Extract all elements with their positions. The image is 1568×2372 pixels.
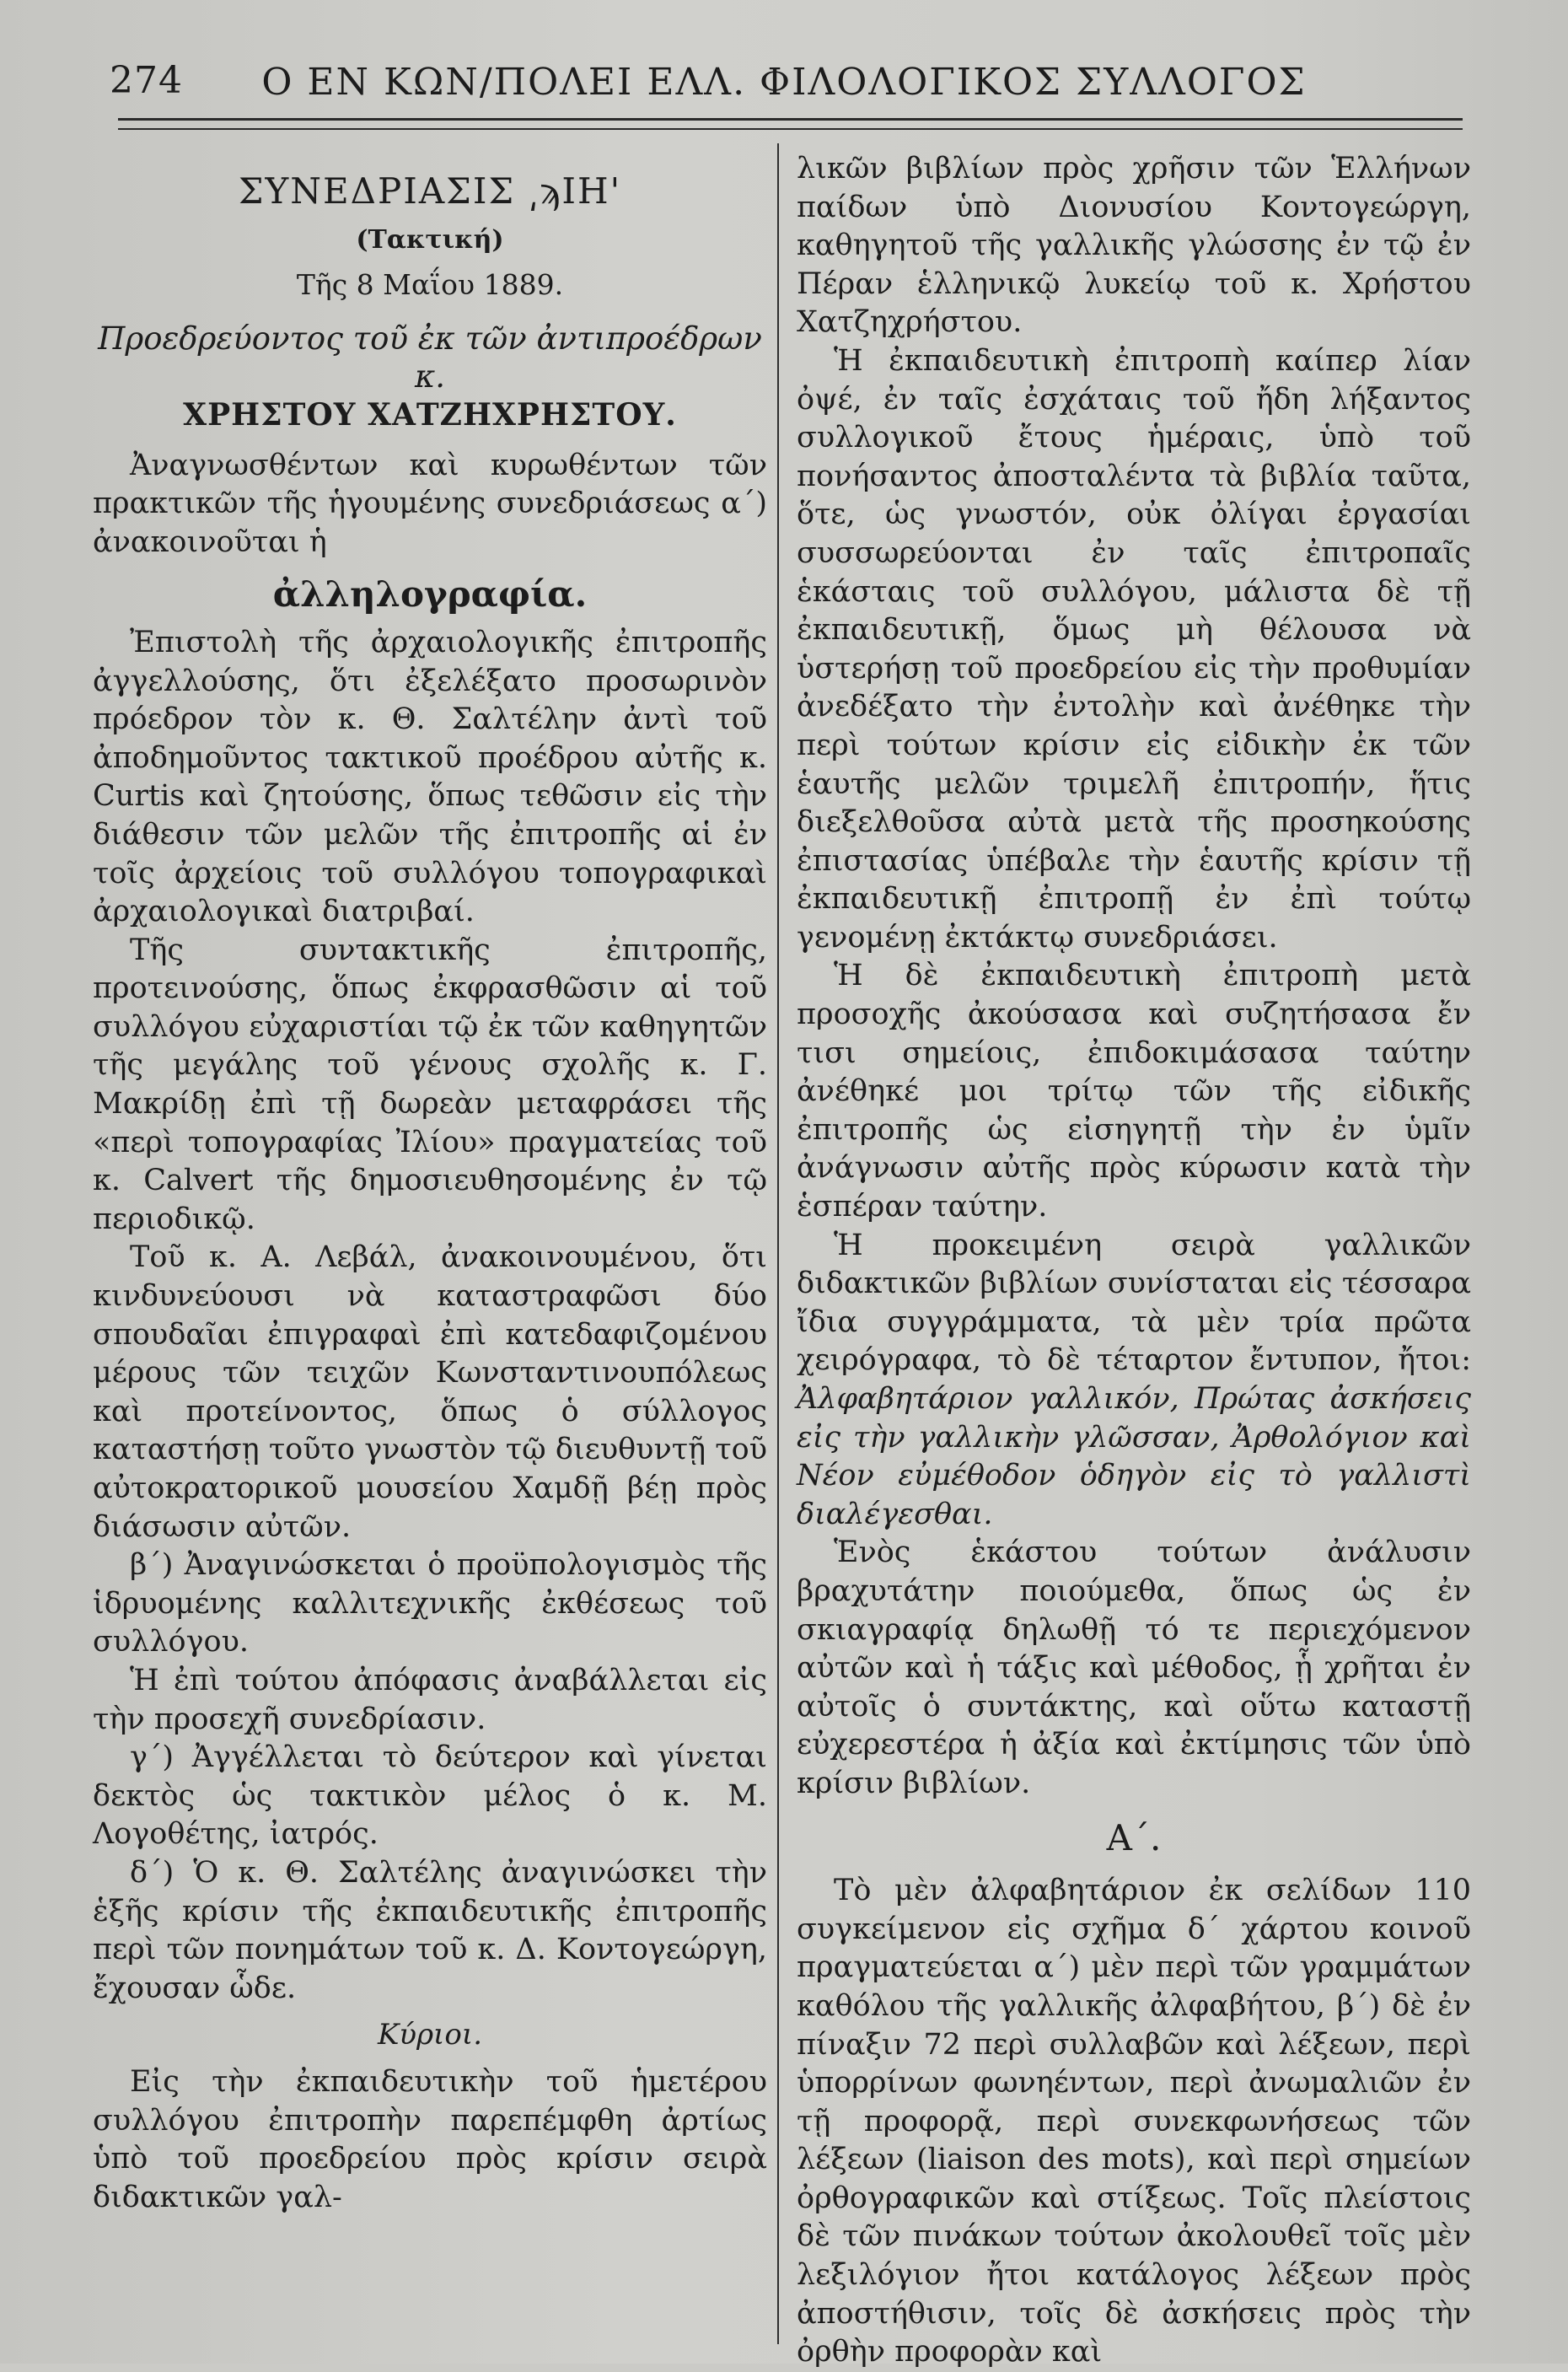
- president-name: ΧΡΗΣΤΟΥ ΧΑΤΖΗΧΡΗΣΤΟΥ.: [183, 396, 677, 433]
- column-divider: [777, 143, 779, 2344]
- section-heading-a: Α΄.: [1106, 1816, 1162, 1858]
- session-date: Τῆς 8 Μαΐου 1889.: [296, 268, 564, 302]
- paragraph: Ἀναγνωσθέντων καὶ κυρωθέντων τῶν πρακτικῶν τῆς ἡγουμένης συνεδριάσεως α΄) ἀνακοινοῦται ἡ: [93, 448, 767, 559]
- paragraph: λικῶν βιβλίων πρὸς χρῆσιν τῶν Ἑλλήνων παίδων ὑπὸ Διονυσίου Κοντογεώργη, καθηγητοῦ τῆς γαλλικῆς γλώσσης ἐν τῷ ἐν Πέραν ἑλληνικῷ λυκείῳ τοῦ κ. Χρήστου Χατζηχρήστου.: [797, 152, 1471, 340]
- paragraph: Ἡ ἐκπαιδευτικὴ ἐπιτροπὴ καίπερ λίαν ὀψέ, ἐν ταῖς ἐσχάταις τοῦ ἤδη λήξαντος συλλογικοῦ ἔτους ἡμέραις, ὑπὸ τοῦ πονήσαντος ἀποσταλέντα τὰ βιβλία ταῦτα, ὅτε, ὡς γνωστόν, οὐκ ὀλίγαι ἐργασίαι συσσωρεύονται ἐν ταῖς ἐπιτροπαῖς ἑκάσταις τοῦ συλλόγου, μάλιστα δὲ τῇ ἐκπαιδευτικῇ, ὅμως μὴ θέλουσα νὰ ὑστερήσῃ τοῦ προεδρείου εἰς τὴν προθυμίαν ἀνεδέξατο τὴν ἐντολὴν καὶ ἀνέθηκε τὴν περὶ τούτων κρίσιν εἰς εἰδικὴν ἐκ τῶν ἑαυτῆς μελῶν τριμελῆ ἐπιτροπήν, ἥτις διεξελθοῦσα αὐτὰ μετὰ τῆς προσηκούσης ἐπιστασίας ὑπέβαλε τὴν ἑαυτῆς κρίσιν τῇ ἐκπαιδευτικῇ ἐπιτροπῇ ἐν ἐπὶ τούτῳ γενομένῃ ἐκτάκτῳ συνεδριάσει.: [797, 343, 1471, 955]
- paragraph: δ΄) Ὁ κ. Θ. Σαλτέλης ἀναγινώσκει τὴν ἑξῆς κρίσιν τῆς ἐκπαιδευτικῆς ἐπιτροπῆς περὶ τῶν πονημάτων τοῦ κ. Δ. Κοντογεώργη, ἔχουσαν ὧδε.: [93, 1855, 767, 2005]
- running-title: Ο ΕΝ ΚΩΝ/ΠΟΛΕΙ ΕΛΛ. ΦΙΛΟΛΟΓΙΚΟΣ ΣΥΛΛΟΓΟΣ: [261, 61, 1307, 104]
- paragraph: Ἡ ἐπὶ τούτου ἀπόφασις ἀναβάλλεται εἰς τὴν προσεχῆ συνεδρίασιν.: [93, 1663, 767, 1736]
- paragraph: [797, 1227, 1471, 1535]
- paragraph: Τοῦ κ. Α. Λεβάλ, ἀνακοινουμένου, ὅτι κινδυνεύουσι νὰ καταστραφῶσι δύο σπουδαῖαι ἐπιγραφαὶ ἐπὶ κατεδαφιζομένου μέρους τῶν τειχῶν Κωνσταντινουπόλεως καὶ προτείνοντος, ὅπως ὁ σύλλογος καταστήσῃ τοῦτο γνωστὸν τῷ διευθυντῇ τοῦ αὐτοκρατορικοῦ μουσείου Χαμδῇ βέῃ πρὸς διάσωσιν αὐτῶν.: [93, 1240, 767, 1544]
- header-rule-thick: [118, 118, 1463, 121]
- paragraph: Εἰς τὴν ἐκπαιδευτικὴν τοῦ ἡμετέρου συλλόγου ἐπιτροπὴν παρεπέμφθη ἀρτίως ὑπὸ τοῦ προεδρείου πρὸς κρίσιν σειρὰ διδακτικῶν γαλ-: [93, 2064, 767, 2214]
- book-titles: Ἀλφαβητάριον γαλλικόν, Πρώτας ἀσκήσεις εἰς τὴν γαλλικὴν γλῶσσαν, Ἀρθολόγιον καὶ Νέον εὐμέθοδον ὁδηγὸν εἰς τὸ γαλλιστὶ διαλέγεσθαι.: [797, 1382, 1471, 1531]
- paragraph: Τὸ μὲν ἀλφαβητάριον ἐκ σελίδων 110 συγκείμενον εἰς σχῆμα δ΄ χάρτου κοινοῦ πραγματεύεται α΄) μὲν περὶ τῶν γραμμάτων καθόλου τῆς γαλλικῆς ἀλφαβήτου, β΄) δὲ ἐν πίναξιν 72 περὶ συλλαβῶν καὶ λέξεων, περὶ ὑπορρίνων φωνηέντων, περὶ ἀνωμαλιῶν ἐν τῇ προφορᾷ, περὶ συνεκφωνήσεως τῶν λέξεων (liaison des mots), καὶ περὶ σημείων ὀρθογραφικῶν καὶ στίξεως. Τοῖς πλείστοις δὲ τῶν πινάκων τούτων ἀκολουθεῖ τοῖς μὲν λεξιλόγιον ἤτοι κατάλογος λέξεων πρὸς ἀποστήθισιν, τοῖς δὲ ἀσκήσεις πρὸς τὴν ὀρθὴν προφορὰν καὶ: [797, 1874, 1471, 2369]
- page-header: [110, 59, 1458, 118]
- left-column: [93, 150, 767, 2217]
- paragraph: Τῆς συντακτικῆς ἐπιτροπῆς, προτεινούσης, ὅπως ἐκφρασθῶσιν αἱ τοῦ συλλόγου εὐχαριστίαι τῷ ἐκ τῶν καθηγητῶν τῆς μεγάλης τοῦ γένους σχολῆς κ. Γ. Μακρίδῃ ἐπὶ τῇ δωρεὰν μεταφράσει τῆς «περὶ τοπογραφίας Ἰλίου» πραγματείας τοῦ κ. Calvert τῆς δημοσιευθησομένης ἐν τῷ περιοδικῷ.: [93, 933, 767, 1236]
- paragraph-text: Ἡ προκειμένη σειρὰ γαλλικῶν διδακτικῶν βιβλίων συνίσταται εἰς τέσσαρα ἴδια συγγράμματα, τὰ μὲν τρία πρῶτα χειρόγραφα, τὸ δὲ τέταρτον ἔντυπον, ἤτοι:: [797, 1228, 1471, 1378]
- paragraph: Ἐπιστολὴ τῆς ἀρχαιολογικῆς ἐπιτροπῆς ἀγγελλούσης, ὅτι ἐξελέξατο προσωρινὸν πρόεδρον τὸν κ. Θ. Σαλτέλην ἀντὶ τοῦ ἀποδημοῦντος τακτικοῦ προέδρου αὐτῆς κ. Curtis καὶ ζητούσης, ὅπως τεθῶσιν εἰς τὴν διάθεσιν τῶν μελῶν τῆς ἐπιτροπῆς αἱ ἐν τοῖς ἀρχείοις τοῦ συλλόγου τοπογραφικαὶ ἀρχαιολογικαὶ διατριβαί.: [93, 625, 767, 929]
- salutation: Κύριοι.: [378, 2018, 482, 2052]
- section-heading-correspondence: ἀλληλογραφία.: [272, 573, 588, 616]
- paragraph: Ἑνὸς ἑκάστου τούτων ἀνάλυσιν βραχυτάτην ποιούμεθα, ὅπως ὡς ἐν σκιαγραφίᾳ δηλωθῇ τό τε περιεχόμενον αὐτῶν καὶ ἡ τάξις καὶ μέθοδος, ᾗ χρῆται ἐν αὐτοῖς ὁ συντάκτης, καὶ οὕτω καταστῇ εὐχερεστέρα ἡ ἀξία καὶ ἐκτίμησις τῶν ὑπὸ κρίσιν βιβλίων.: [797, 1536, 1471, 1800]
- session-type: (Τακτική): [356, 224, 504, 255]
- session-heading: ΣΥΝΕΔΡΙΑΣΙΣ ͵ϡΙΗ': [238, 170, 622, 212]
- paragraph: Ἡ δὲ ἐκπαιδευτικὴ ἐπιτροπὴ μετὰ προσοχῆς ἀκούσασα καὶ συζητήσασα ἔν τισι σημείοις, ἐπιδοκιμάσασα ταύτην ἀνέθηκέ μοι τρίτῳ τῶν τῆς εἰδικῆς ἐπιτροπῆς ὡς εἰσηγητῇ τὴν ἐν ὑμῖν ἀνάγνωσιν αὐτῆς πρὸς κύρωσιν κατὰ τὴν ἑσπέραν ταύτην.: [797, 959, 1471, 1224]
- header-rule-thin: [118, 128, 1463, 130]
- paragraph: β΄) Ἀναγινώσκεται ὁ προϋπολογισμὸς τῆς ἱδρυομένης καλλιτεχνικῆς ἐκθέσεως τοῦ συλλόγου.: [93, 1548, 767, 1659]
- paragraph: γ΄) Ἀγγέλλεται τὸ δεύτερον καὶ γίνεται δεκτὸς ὡς τακτικὸν μέλος ὁ κ. Μ. Λογοθέτης, ἰατρός.: [93, 1740, 767, 1852]
- right-column: [797, 150, 1471, 2372]
- page-number: 274: [110, 59, 183, 102]
- presidency-line: Προεδρεύοντος τοῦ ἐκ τῶν ἀντιπροέδρων κ.: [98, 320, 762, 395]
